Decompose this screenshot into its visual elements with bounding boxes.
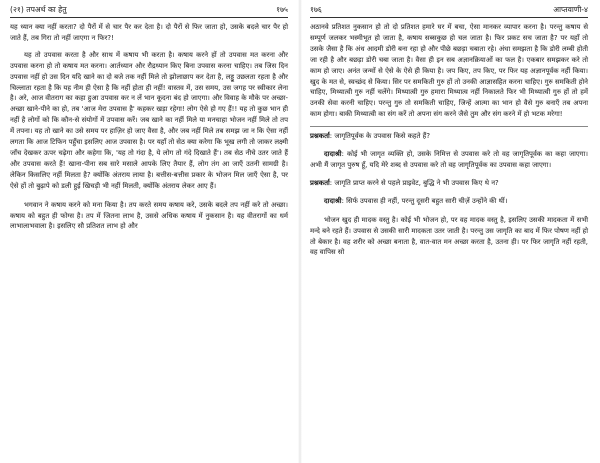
paragraph: यह तो उपवास करता है और साथ में कषाय भी करता है। कषाय करने हों तो उपवास मत करना और उपवास करना हो तो कषाय मत करना। आर्तध्यान और रौद्रध्यान किए बिना उपवास करना चाहिए। तब जिस दिन उपवास नहीं हो उस दिन यदि खाने का दो बजे तक नहीं मिले तो झोलाछाप कर देता है, लड्डू उछलता रहता है और चिल्लाता रहता है कि यह नीम ही ऐसा है कि नहीं होता ही नहीं! वास्तव में, उस समय, उस जगह पर स्वीकार लेना है। अरे, आज वीतराग का कहा हुआ उपवास कर न लें भान कूदना बंद हो जाएगा। और विवाह के मौके पर अच्छा-अच्छा खाने-पीने का हो, तब 'आज मेरा उपवास है' कहकर खड़ा रहेगा! लोग ऐसे हो गए हैं!! यह तो कुछ भान ही नहीं है लोगों को कि कौन-से संयोगों में उपवास करें। जब खाने का नहीं मिले या मनचाहा भोजन नहीं मिले तो तप में तपना। यह तो खाने का उसे समय पर हाज़िर हो जाए वैसा है, और जब नहीं मिले तब समझ जा न कि ऐसा नहीं लगता कि आज टिफिन पहुँचा इसलिए आज उपवास है। पर यहाँ तो सेठ क्या करेगा कि भूख लगी तो जाकर लक्ष्मी जाँच देखकर ऊपर चढ़ेगा और कहेगा कि, 'यह तो गंदा है, ये लोग तो गंदे दिखाते हैं'। तब सेठ नीचे उतर जाते हैं और उपवास करते हैं! खाना-पीना सब सारे मसाले आपके लिए तैयार हैं, लोग तंग आ जाएँ उतनी सामग्री है। लेकिन किसलिए नहीं मिलता है? क्योंकि अंतराय लाया है। बत्तीस-बत्तीस प्रकार के भोजन मिल जाएँ ऐसा है, पर ऐसे हों तो बुढ़ापे को डली हुई खिचड़ी भी नहीं मिलती, क्योंकि अंतराय लेकर आए हैं। [10,50,288,190]
book-gutter [298,0,302,463]
left-page-number: १७५ [276,5,288,14]
paragraph: अठानवे प्रतिशत नुकसान हो तो दो प्रतिशत हमारे घर में बचा, ऐसा मानकर व्यापार करना है। परन्तु कषाय से सम्पूर्ण जलकर भस्मीभूत हो जाता है, कषाय सब्सकुछ हो चल जाता है। फिर प्रकट सच जाता है? पर यहाँ तो उसके जैसा है कि अंध आदमी डोरी बना रहा हो और पीछे बछड़ा चबाता रहे। अंधा समझता है कि डोरी लम्बी होती जा रही है और बछड़ा डोरी चबा जाता है। वैसा ही इन सब अज्ञानक्रियाओं का फल है। एकबार समझकर करे तो काम हो जाए। अनंत जन्मों से ऐसे के ऐसे ही किया है। जप किए, तप किए, पर फिर यह अज्ञानपूर्वक नहीं किया। खुद के मत से, स्वच्छंद से किया। सिर पर समकिती गुरु हों तो उनकी आज्ञासहित करना चाहिए। गुरु समकिती होने चाहिए, मिथ्यात्वी गुरु नहीं चलेंगे। मिथ्यात्वी गुरु हमारा मिथ्यात्व नहीं निकालते फिर भी मिथ्यात्वी गुरु हों तो हमें उनकी सेवा करनी चाहिए। परन्तु गुरु तो समकिती चाहिए, जिन्हें आत्मा का भान हो वैसे गुरु बनाएँ तब अपना काम होगा। बाकी मिथ्यात्वी का संग करें तो अपना संग करने जैसे तुम और संग करने में हो भटक मरेगा! [310,23,589,119]
speaker-label: प्रश्नकर्ता [310,178,330,187]
dialogue-text: जागृति प्राप्त करने से पहले प्राइवेट, बुद्धि ने भी उपवास किए थे न? [334,178,499,187]
speaker-label: दादाश्री [324,196,342,205]
right-page-number: १७६ [310,5,322,14]
speaker-label: प्रश्नकर्ता [310,132,330,141]
dialogue-answer: दादाश्री: कोई भी जागृत व्यक्ति हो, उसके निमित्त से उपवास करे तो वह जागृतिपूर्वक का कहा जाएगा। अभी मैं जागृत पुरुष हूँ, यदि मेरे शब्द से उपवास करे तो वह जागृतिपूर्वक का उपवास कहा जाएगा। [310,150,589,169]
right-page [304,0,600,463]
paragraph: भगवान ने कषाय करने को मना किया है। तप करते समय कषाय करे, उसके बदले तप नहीं करे तो अच्छा। कषाय को बहुत ही फोग्स है। तप में जितना लाभ है, उससे अधिक कषाय में नुकसान है। यह वीतरागों का धर्म लाभालाभवाला है। इसलिए सौ प्रतिशत लाभ हो और [10,200,288,231]
dialogue-answer: दादाश्री: सिर्फ उपवास ही नहीं, परन्तु दूसरी बहुत सारी चीज़ें उन्होंने की थीं। [324,196,508,205]
right-running-head [310,4,588,18]
dialogue-text: सिर्फ उपवास ही नहीं, परन्तु दूसरी बहुत सारी चीज़ें उन्होंने की थीं। [346,196,508,205]
speaker-label: दादाश्री [324,150,342,159]
left-running-head [10,4,288,18]
dialogue-text: कोई भी जागृत व्यक्ति हो, उसके निमित्त से उपवास करे तो वह जागृतिपूर्वक का कहा जाएगा। अभी मैं जागृत पुरुष हूँ, यदि मेरे शब्द से उपवास करे तो वह जागृतिपूर्वक का उपवास कहा जाएगा। [310,150,589,169]
right-body-text [310,22,588,258]
dialogue-text: जागृतिपूर्वक के उपवास किसे कहते हैं? [334,132,430,141]
dialogue-question: प्रश्नकर्ता: जागृति प्राप्त करने से पहले प्राइवेट, बुद्धि ने भी उपवास किए थे न? [310,178,499,187]
left-body-text [10,22,288,232]
paragraph: भोजन खुद ही मादक वस्तु है। कोई भी भोजन हो, पर वह मादक वस्तु है, इसलिए उसकी मादकता में सभी मन्दे बने रहते हैं। उपवास से उसकी सारी मादकता उतर जाती है। परन्तु उस जागृति का बाद में फिर पोषण नहीं हो तो बेकार है। वह शरीर को अच्छा बनाता है, वात-वात मन अच्छा करता है, उतना ही। पर फिर जागृति नहीं रहती, वह वापिस सो [310,215,588,257]
book-title: आप्तवाणी-४ [553,5,588,14]
paragraph: यह ध्यान क्या नहीं करता? दो पैरों में से चार पैर कर देता है। दो पैरों से फिर जाता हो, उसके बदले चार पैर हो जाते हैं, तब गिरा तो नहीं जाएगा न फिर?! [10,23,288,42]
dialogue-question: प्रश्नकर्ता: जागृतिपूर्वक के उपवास किसे कहते हैं? [310,126,588,142]
chapter-title: (२१) तपअर्थ का हेतु [10,5,67,14]
left-page [0,0,296,463]
